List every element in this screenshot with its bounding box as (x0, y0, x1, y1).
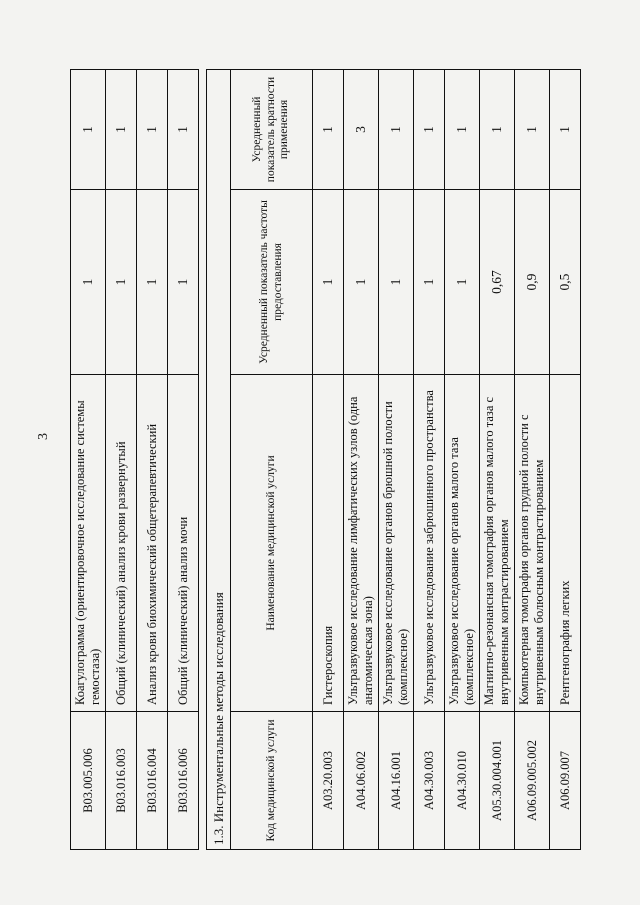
table-row (515, 69, 550, 849)
frequency-value: 1 (71, 190, 106, 375)
multiplicity-value: 1 (313, 69, 344, 189)
table-row (137, 70, 168, 850)
table-row (71, 70, 106, 850)
multiplicity-value: 1 (480, 69, 515, 189)
section-title: 1.3. Инструментальные методы исследования (207, 69, 231, 849)
multiplicity-value: 1 (168, 70, 199, 190)
multiplicity-value: 1 (137, 70, 168, 190)
frequency-value: 1 (379, 190, 414, 375)
multiplicity-value: 1 (414, 69, 445, 189)
service-code: A04.06.002 (344, 712, 379, 850)
service-code: A04.30.003 (414, 712, 445, 850)
header-name: Наименование медицинской услуги (231, 375, 313, 712)
frequency-value: 0,67 (480, 190, 515, 375)
table-row (480, 69, 515, 849)
instrumental-methods-table (206, 69, 581, 850)
multiplicity-value: 1 (515, 69, 550, 189)
multiplicity-value: 1 (550, 69, 581, 189)
page-number: 3 (36, 433, 51, 440)
service-name: Компьютерная томография органов грудной полости с внутривенным болюсным контрастированием (515, 375, 550, 712)
multiplicity-value: 3 (344, 69, 379, 189)
service-name: Общий (клинический) анализ мочи (168, 375, 199, 712)
table-header-row (231, 69, 313, 849)
service-name: Ультразвуковое исследование органов малого таза (комплексное) (445, 375, 480, 712)
frequency-value: 1 (313, 190, 344, 375)
service-name: Гистероскопия (313, 375, 344, 712)
multiplicity-value: 1 (379, 69, 414, 189)
rotated-document (70, 70, 610, 850)
table-row (379, 69, 414, 849)
service-name: Рентгенография легких (550, 375, 581, 712)
section-title-row (207, 69, 231, 849)
frequency-value: 1 (414, 190, 445, 375)
table-row (313, 69, 344, 849)
service-code: A04.16.001 (379, 712, 414, 850)
service-name: Анализ крови биохимический общетерапевтический (137, 375, 168, 712)
service-code: B03.005.006 (71, 712, 106, 850)
service-name: Коагулограмма (ориентировочное исследование системы гемостаза) (71, 375, 106, 712)
frequency-value: 1 (445, 190, 480, 375)
multiplicity-value: 1 (106, 70, 137, 190)
multiplicity-value: 1 (445, 69, 480, 189)
table-row (168, 70, 199, 850)
service-name: Ультразвуковое исследование лимфатических узлов (одна анатомическая зона) (344, 375, 379, 712)
frequency-value: 1 (106, 190, 137, 375)
service-code: A05.30.004.001 (480, 712, 515, 850)
frequency-value: 0,5 (550, 190, 581, 375)
table-row (106, 70, 137, 850)
service-code: A06.09.005.002 (515, 712, 550, 850)
service-name: Общий (клинический) анализ крови развернутый (106, 375, 137, 712)
service-code: A03.20.003 (313, 712, 344, 850)
service-name: Магнитно-резонансная томография органов малого таза с внутривенным контрастированием (480, 375, 515, 712)
multiplicity-value: 1 (71, 70, 106, 190)
service-code: A04.30.010 (445, 712, 480, 850)
frequency-value: 0,9 (515, 190, 550, 375)
table-row (414, 69, 445, 849)
service-name: Ультразвуковое исследование забрюшинного пространства (414, 375, 445, 712)
laboratory-tests-table (70, 69, 199, 850)
header-code: Код медицинской услуги (231, 712, 313, 850)
table-row (445, 69, 480, 849)
frequency-value: 1 (168, 190, 199, 375)
service-code: A06.09.007 (550, 712, 581, 850)
header-multiplicity: Усредненный показатель кратности применения (231, 69, 313, 189)
table-row (550, 69, 581, 849)
service-name: Ультразвуковое исследование органов брюшной полости (комплексное) (379, 375, 414, 712)
header-frequency: Усредненный показатель частоты предоставления (231, 190, 313, 375)
frequency-value: 1 (344, 190, 379, 375)
table-row (344, 69, 379, 849)
service-code: B03.016.003 (106, 712, 137, 850)
service-code: B03.016.006 (168, 712, 199, 850)
service-code: B03.016.004 (137, 712, 168, 850)
frequency-value: 1 (137, 190, 168, 375)
